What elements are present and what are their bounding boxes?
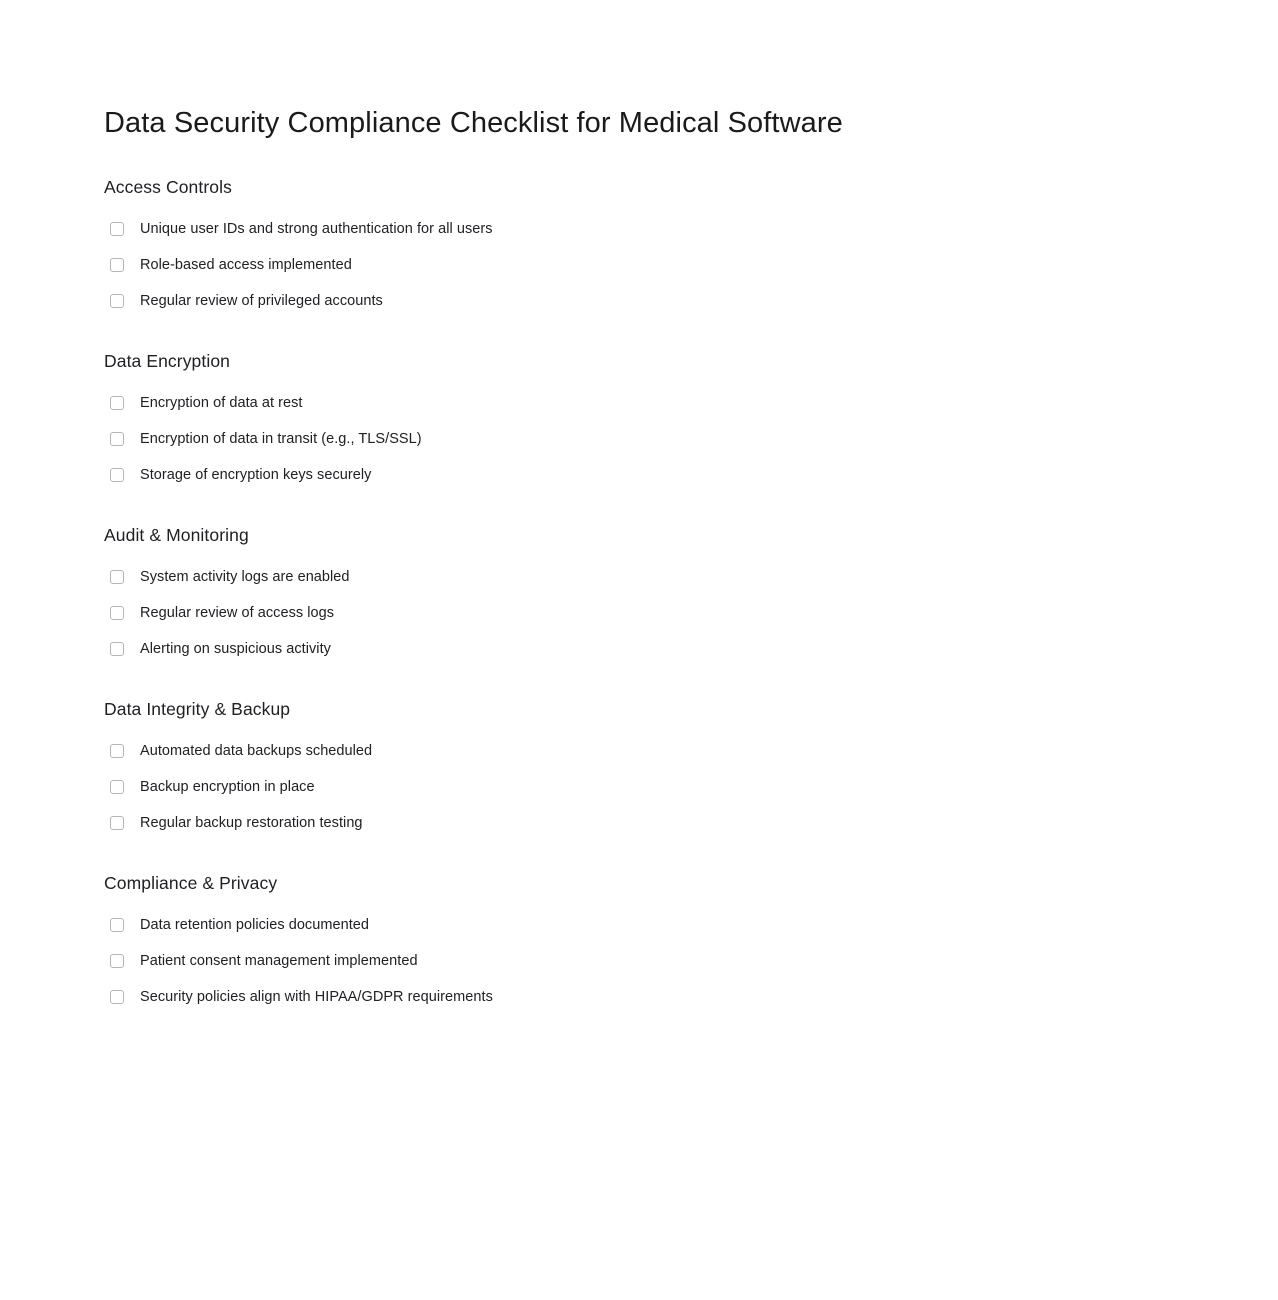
checklist-item-label: System activity logs are enabled	[140, 569, 350, 585]
checklist-item[interactable]	[104, 733, 1164, 769]
checklist-items	[104, 211, 1164, 319]
checklist-sections	[104, 175, 1164, 1015]
checklist-section	[104, 523, 1164, 667]
page-title: Data Security Compliance Checklist for Medical Software	[104, 107, 843, 139]
checkbox-icon[interactable]	[110, 606, 124, 620]
checklist-item[interactable]	[104, 595, 1164, 631]
checklist-item[interactable]	[104, 907, 1164, 943]
checklist-item[interactable]	[104, 385, 1164, 421]
checklist-items	[104, 907, 1164, 1015]
checklist-item-label: Storage of encryption keys securely	[140, 467, 372, 483]
checklist-item[interactable]	[104, 631, 1164, 667]
checkbox-icon[interactable]	[110, 918, 124, 932]
checklist-item-label: Role-based access implemented	[140, 257, 352, 273]
checklist-item-label: Data retention policies documented	[140, 917, 370, 933]
checklist-item-label: Regular review of access logs	[140, 605, 335, 621]
checklist-item-label: Regular review of privileged accounts	[140, 293, 383, 309]
checklist-item[interactable]	[104, 769, 1164, 805]
checklist-section	[104, 871, 1164, 1015]
checklist-section	[104, 349, 1164, 493]
checklist-items	[104, 385, 1164, 493]
checkbox-icon[interactable]	[110, 396, 124, 410]
checkbox-icon[interactable]	[110, 258, 124, 272]
checklist-section	[104, 175, 1164, 319]
checkbox-icon[interactable]	[110, 990, 124, 1004]
checkbox-icon[interactable]	[110, 468, 124, 482]
checklist-item-label: Automated data backups scheduled	[140, 743, 373, 759]
checklist-item[interactable]	[104, 283, 1164, 319]
checklist-item-label: Backup encryption in place	[140, 779, 315, 795]
checkbox-icon[interactable]	[110, 816, 124, 830]
checklist-item-label: Alerting on suspicious activity	[140, 641, 331, 657]
checklist-item-label: Security policies align with HIPAA/GDPR requirements	[140, 989, 493, 1005]
checklist-item[interactable]	[104, 247, 1164, 283]
checkbox-icon[interactable]	[110, 744, 124, 758]
checklist-item[interactable]	[104, 979, 1164, 1015]
section-heading: Audit & Monitoring	[104, 525, 249, 545]
checkbox-icon[interactable]	[110, 570, 124, 584]
checklist-item-label: Encryption of data in transit (e.g., TLS/SSL)	[140, 431, 422, 447]
checklist-items	[104, 733, 1164, 841]
section-heading: Data Integrity & Backup	[104, 699, 291, 719]
checklist-item[interactable]	[104, 805, 1164, 841]
checkbox-icon[interactable]	[110, 642, 124, 656]
section-heading: Compliance & Privacy	[104, 873, 278, 893]
checklist-item-label: Regular backup restoration testing	[140, 815, 363, 831]
checklist-section	[104, 697, 1164, 841]
checkbox-icon[interactable]	[110, 222, 124, 236]
section-heading: Data Encryption	[104, 351, 231, 371]
checklist-item-label: Unique user IDs and strong authentication for all users	[140, 221, 493, 237]
checkbox-icon[interactable]	[110, 294, 124, 308]
checklist-items	[104, 559, 1164, 667]
checklist-item[interactable]	[104, 421, 1164, 457]
checkbox-icon[interactable]	[110, 432, 124, 446]
checklist-item-label: Encryption of data at rest	[140, 395, 303, 411]
document-content	[104, 103, 1164, 1015]
checklist-item[interactable]	[104, 943, 1164, 979]
section-heading: Access Controls	[104, 177, 232, 197]
checkbox-icon[interactable]	[110, 954, 124, 968]
checklist-item-label: Patient consent management implemented	[140, 953, 418, 969]
checklist-item[interactable]	[104, 211, 1164, 247]
checklist-item[interactable]	[104, 457, 1164, 493]
checkbox-icon[interactable]	[110, 780, 124, 794]
checklist-item[interactable]	[104, 559, 1164, 595]
